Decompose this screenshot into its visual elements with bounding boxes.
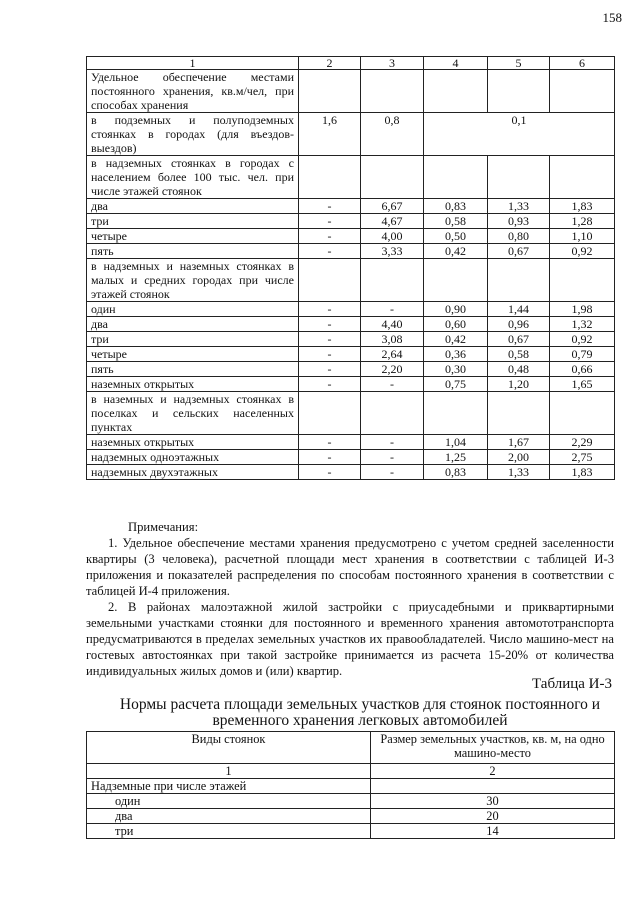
table1-row-label: в наземных и надземных стоянках в поселках и сельских населенных пунктах — [87, 392, 299, 435]
table1-cell: 0,66 — [550, 362, 615, 377]
table-row — [87, 809, 615, 824]
table1-cell: 2,64 — [361, 347, 424, 362]
table1-empty-cell — [361, 70, 424, 113]
table1-cell: 0,75 — [424, 377, 488, 392]
table1-cell: - — [299, 347, 361, 362]
table1-row-label: в надземных стоянках в городах с населением более 100 тыс. чел. при числе этажей стоянок — [87, 156, 299, 199]
table1-cell: 0,83 — [424, 199, 488, 214]
table1-cell: 6,67 — [361, 199, 424, 214]
table1-cell: 0,79 — [550, 347, 615, 362]
table1-header-row — [87, 57, 615, 70]
table-row — [87, 317, 615, 332]
table1-cell: - — [361, 450, 424, 465]
table-row — [87, 259, 615, 302]
table-row — [87, 113, 615, 156]
table1-cell: 0,50 — [424, 229, 488, 244]
table1-cell: 1,44 — [488, 302, 550, 317]
table1-row-label: наземных открытых — [87, 377, 299, 392]
table1-cell: 0,48 — [488, 362, 550, 377]
table1-cell: 0,30 — [424, 362, 488, 377]
table1-cell: 0,67 — [488, 244, 550, 259]
table1-cell: 0,42 — [424, 244, 488, 259]
table1-empty-cell — [550, 70, 615, 113]
table-row — [87, 347, 615, 362]
table-row — [87, 302, 615, 317]
table1-cell: 0,83 — [424, 465, 488, 480]
table2-header-row — [87, 732, 615, 764]
table1-cell: 1,33 — [488, 199, 550, 214]
table1-cell: 0,90 — [424, 302, 488, 317]
table2-number-row — [87, 764, 615, 779]
table1-empty-cell — [299, 259, 361, 302]
table1-cell: 1,6 — [299, 113, 361, 156]
table-row — [87, 435, 615, 450]
table1-empty-cell — [488, 70, 550, 113]
table1-row-label: пять — [87, 244, 299, 259]
table1-cell: 2,00 — [488, 450, 550, 465]
table1-row-label: три — [87, 332, 299, 347]
table2-row-label: один — [87, 794, 371, 809]
table2-row-value: 20 — [371, 809, 615, 824]
table1-merged-cell: 0,1 — [424, 113, 615, 156]
table2-group-row — [87, 779, 615, 794]
table-row — [87, 244, 615, 259]
table2-col2-header: Размер земельных участков, кв. м, на одно машино-место — [371, 732, 615, 764]
table1-empty-cell — [550, 259, 615, 302]
table1-cell: - — [361, 377, 424, 392]
land-area-table — [86, 731, 615, 839]
table2-group-label: Надземные при числе этажей — [87, 779, 371, 794]
table-row — [87, 214, 615, 229]
table1-row-label: четыре — [87, 347, 299, 362]
table1-cell: 2,29 — [550, 435, 615, 450]
table1-cell: 0,8 — [361, 113, 424, 156]
table1-column-number: 3 — [361, 57, 424, 70]
table1-cell: - — [299, 435, 361, 450]
table1-cell: 0,96 — [488, 317, 550, 332]
table1-row-label: Удельное обеспечение местами постоянного хранения, кв.м/чел, при способах хранения — [87, 70, 299, 113]
table-row — [87, 450, 615, 465]
table1-cell: - — [361, 435, 424, 450]
table1-row-label: два — [87, 199, 299, 214]
table-title: Нормы расчета площади земельных участков для стоянок постоянного и временного хранения легковых автомобилей — [119, 696, 601, 729]
page-number: 158 — [602, 10, 622, 25]
table1-column-number: 4 — [424, 57, 488, 70]
table1-empty-cell — [361, 392, 424, 435]
table1-cell: 3,33 — [361, 244, 424, 259]
notes-title: Примечания: — [128, 520, 199, 534]
table1-empty-cell — [424, 70, 488, 113]
table-row — [87, 332, 615, 347]
table1-empty-cell — [299, 70, 361, 113]
table1-cell: 0,80 — [488, 229, 550, 244]
table1-cell: - — [299, 450, 361, 465]
table-row — [87, 70, 615, 113]
table1-cell: 1,04 — [424, 435, 488, 450]
table-row — [87, 156, 615, 199]
table1-cell: 0,92 — [550, 332, 615, 347]
table2-row-value: 30 — [371, 794, 615, 809]
table1-cell: 0,92 — [550, 244, 615, 259]
table1-cell: 0,58 — [424, 214, 488, 229]
table1-empty-cell — [361, 156, 424, 199]
table1-cell: 2,20 — [361, 362, 424, 377]
table1-column-number: 6 — [550, 57, 615, 70]
table1-row-label: в надземных и наземных стоянках в малых и средних городах при числе этажей стоянок — [87, 259, 299, 302]
table2-row-label: три — [87, 824, 371, 839]
table2-group-value — [371, 779, 615, 794]
table1-cell: - — [361, 465, 424, 480]
table1-column-number: 1 — [87, 57, 299, 70]
table1-cell: 0,60 — [424, 317, 488, 332]
table1-empty-cell — [550, 156, 615, 199]
parking-space-table — [86, 56, 615, 480]
table-row — [87, 362, 615, 377]
table1-row-label: надземных двухэтажных — [87, 465, 299, 480]
table1-row-label: в подземных и полуподземных стоянках в городах (для въездов-выездов) — [87, 113, 299, 156]
table1-empty-cell — [299, 156, 361, 199]
table1-cell: 0,58 — [488, 347, 550, 362]
note-2: 2. В районах малоэтажной жилой застройки с приусадебными и приквартирными земельными участками стоянки для постоянного и временного хранения автомототранспорта предусматриваются в пределах земельных участков их правообладателей. Число машино-мест на гостевых автостоянках при такой застройке принимается из расчета 15-20% от количества индивидуальных жилых домов и (или) квартир. — [86, 600, 614, 678]
table2-col1-header: Виды стоянок — [87, 732, 371, 764]
table1-cell: 1,20 — [488, 377, 550, 392]
table1-cell: - — [299, 244, 361, 259]
table1-cell: - — [299, 317, 361, 332]
table1-cell: 0,93 — [488, 214, 550, 229]
table1-column-number: 5 — [488, 57, 550, 70]
table-row — [87, 377, 615, 392]
table1-cell: 1,32 — [550, 317, 615, 332]
table1-row-label: один — [87, 302, 299, 317]
table-row — [87, 794, 615, 809]
table-row — [87, 824, 615, 839]
table1-empty-cell — [424, 156, 488, 199]
table1-cell: 3,08 — [361, 332, 424, 347]
notes-section — [86, 519, 614, 679]
table1-cell: 4,40 — [361, 317, 424, 332]
table1-empty-cell — [488, 259, 550, 302]
table1-cell: 1,98 — [550, 302, 615, 317]
table1-empty-cell — [361, 259, 424, 302]
table-caption: Таблица И-3 — [532, 676, 612, 692]
table-row — [87, 465, 615, 480]
table1-row-label: наземных открытых — [87, 435, 299, 450]
table1-cell: 1,25 — [424, 450, 488, 465]
table1-cell: 1,83 — [550, 465, 615, 480]
table1-cell: 1,65 — [550, 377, 615, 392]
table1-cell: - — [299, 377, 361, 392]
table2-col1-number: 1 — [87, 764, 371, 779]
table1-cell: - — [299, 229, 361, 244]
table1-row-label: надземных одноэтажных — [87, 450, 299, 465]
table1-empty-cell — [299, 392, 361, 435]
table1-cell: 4,00 — [361, 229, 424, 244]
table2-row-value: 14 — [371, 824, 615, 839]
table1-empty-cell — [424, 392, 488, 435]
table-row — [87, 199, 615, 214]
table-row — [87, 392, 615, 435]
table1-empty-cell — [424, 259, 488, 302]
table1-cell: 0,42 — [424, 332, 488, 347]
table1-cell: 0,36 — [424, 347, 488, 362]
table1-cell: 4,67 — [361, 214, 424, 229]
table-row — [87, 229, 615, 244]
table1-row-label: четыре — [87, 229, 299, 244]
table1-cell: 1,33 — [488, 465, 550, 480]
table1-cell: 1,67 — [488, 435, 550, 450]
table1-row-label: три — [87, 214, 299, 229]
table1-cell: 0,67 — [488, 332, 550, 347]
table1-cell: - — [361, 302, 424, 317]
table1-row-label: два — [87, 317, 299, 332]
table1-cell: - — [299, 362, 361, 377]
table1-empty-cell — [550, 392, 615, 435]
table1-cell: - — [299, 214, 361, 229]
table1-cell: - — [299, 465, 361, 480]
table1-column-number: 2 — [299, 57, 361, 70]
table1-empty-cell — [488, 392, 550, 435]
table1-cell: - — [299, 302, 361, 317]
table1-cell: - — [299, 199, 361, 214]
note-1: 1. Удельное обеспечение местами хранения предусмотрено с учетом средней заселенности квартиры (3 человека), расчетной площади мест хранения в соответствии с таблицей И-3 приложения и показателей распределения по способам постоянного хранения в соответствии с таблицей И-4 приложения. — [86, 536, 614, 598]
table2-col2-number: 2 — [371, 764, 615, 779]
table1-row-label: пять — [87, 362, 299, 377]
table1-cell: 1,28 — [550, 214, 615, 229]
table1-cell: 2,75 — [550, 450, 615, 465]
table2-row-label: два — [87, 809, 371, 824]
table1-cell: 1,83 — [550, 199, 615, 214]
table1-cell: 1,10 — [550, 229, 615, 244]
table1-empty-cell — [488, 156, 550, 199]
table1-cell: - — [299, 332, 361, 347]
